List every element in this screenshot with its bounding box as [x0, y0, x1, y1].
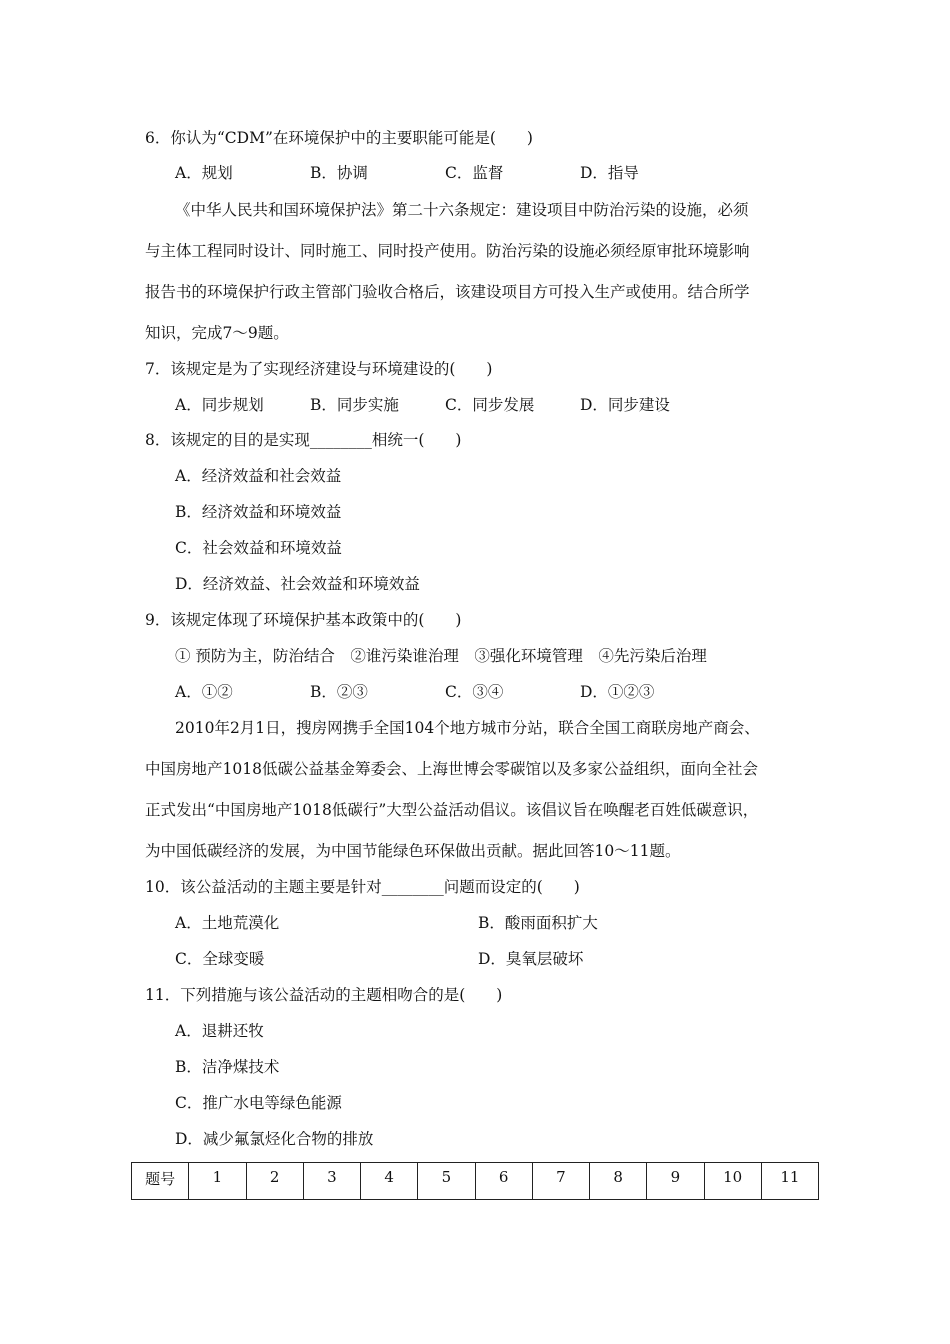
q6-option-c: C．监督 [445, 164, 504, 182]
q11-option-c: C．推广水电等绿色能源 [175, 1094, 342, 1112]
answer-number-cell: 7 [532, 1163, 589, 1200]
answer-number-cell: 11 [761, 1163, 818, 1200]
q10-option-c: C．全球变暖 [175, 950, 265, 968]
q9-option-b: B．②③ [310, 683, 368, 701]
q6-option-a: A．规划 [175, 164, 233, 182]
q7-option-b: B．同步实施 [310, 396, 399, 414]
q10-option-d: D．臭氧层破坏 [478, 950, 584, 968]
q11-option-d: D．减少氟氯烃化合物的排放 [175, 1130, 374, 1148]
answer-table-header-cell: 题号 [132, 1163, 189, 1200]
answer-number-cell: 2 [246, 1163, 303, 1200]
passage1-line: 报告书的环境保护行政主管部门验收合格后，该建设项目方可投入生产或使用。结合所学 [145, 283, 750, 301]
q8-option-a: A．经济效益和社会效益 [175, 467, 342, 485]
q11-stem: 11．下列措施与该公益活动的主题相吻合的是( ) [145, 986, 503, 1004]
answer-number-cell: 3 [303, 1163, 360, 1200]
q9-stem: 9．该规定体现了环境保护基本政策中的( ) [145, 611, 462, 629]
q9-statements: ① 预防为主，防治结合 ②谁污染谁治理 ③强化环境管理 ④先污染后治理 [175, 647, 707, 665]
q7-option-c: C．同步发展 [445, 396, 535, 414]
q10-option-a: A．土地荒漠化 [175, 914, 280, 932]
q9-option-a: A．①② [175, 683, 233, 701]
q7-option-d: D．同步建设 [580, 396, 670, 414]
answer-number-cell: 9 [647, 1163, 704, 1200]
answer-number-cell: 1 [189, 1163, 246, 1200]
passage1-line: 《中华人民共和国环境保护法》第二十六条规定：建设项目中防治污染的设施，必须 [175, 201, 749, 219]
answer-number-cell: 5 [418, 1163, 475, 1200]
passage1-line: 与主体工程同时设计、同时施工、同时投产使用。防治污染的设施必须经原审批环境影响 [145, 242, 750, 260]
q8-option-d: D．经济效益、社会效益和环境效益 [175, 575, 420, 593]
q6-option-d: D．指导 [580, 164, 639, 182]
passage2-line: 为中国低碳经济的发展，为中国节能绿色环保做出贡献。据此回答10～11题。 [145, 842, 681, 860]
q11-option-b: B．洁净煤技术 [175, 1058, 280, 1076]
passage2-line: 正式发出“中国房地产1018低碳行”大型公益活动倡议。该倡议旨在唤醒老百姓低碳意识， [145, 801, 759, 819]
q10-option-b: B．酸雨面积扩大 [478, 914, 598, 932]
answer-number-cell: 4 [361, 1163, 418, 1200]
q9-option-d: D．①②③ [580, 683, 655, 701]
q7-option-a: A．同步规划 [175, 396, 264, 414]
q8-option-b: B．经济效益和环境效益 [175, 503, 342, 521]
passage2-line: 2010年2月1日，搜房网携手全国104个地方城市分站，联合全国工商联房地产商会、 [175, 719, 760, 737]
q11-option-a: A．退耕还牧 [175, 1022, 264, 1040]
q7-stem: 7．该规定是为了实现经济建设与环境建设的( ) [145, 360, 493, 378]
answer-number-cell: 8 [590, 1163, 647, 1200]
answer-table-row [132, 1163, 819, 1200]
passage2-line: 中国房地产1018低碳公益基金筹委会、上海世博会零碳馆以及多家公益组织，面向全社会 [145, 760, 758, 778]
answer-number-cell: 6 [475, 1163, 532, 1200]
q10-stem: 10．该公益活动的主题主要是针对________问题而设定的( ) [145, 878, 580, 896]
q6-stem: 6．你认为“CDM”在环境保护中的主要职能可能是( ) [145, 129, 533, 147]
q9-option-c: C．③④ [445, 683, 504, 701]
q8-option-c: C．社会效益和环境效益 [175, 539, 342, 557]
q8-stem: 8．该规定的目的是实现________相统一( ) [145, 431, 462, 449]
q6-option-b: B．协调 [310, 164, 368, 182]
answer-number-cell: 10 [704, 1163, 761, 1200]
answer-table [131, 1162, 819, 1200]
passage1-line: 知识，完成7～9题。 [145, 324, 289, 342]
